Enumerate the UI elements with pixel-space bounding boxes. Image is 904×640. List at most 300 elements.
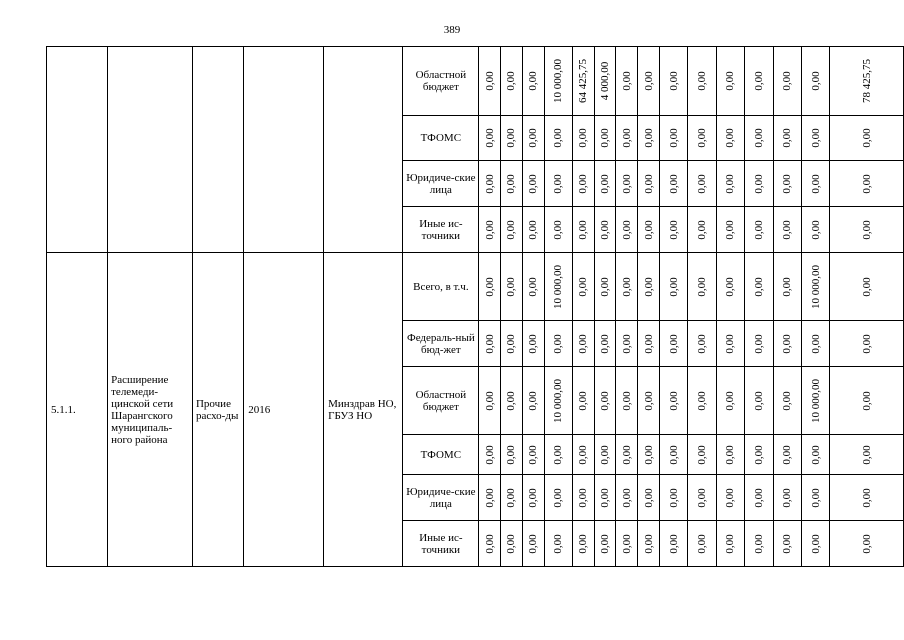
empty-executor-cell xyxy=(324,47,403,253)
value-text: 0,00 xyxy=(505,219,518,240)
value-text: 0,00 xyxy=(642,444,655,465)
budget-table xyxy=(46,46,904,567)
value-cell xyxy=(544,435,572,475)
value-cell xyxy=(745,161,773,207)
value-cell xyxy=(501,435,523,475)
value-text: 10 000,00 xyxy=(552,264,565,309)
value-cell xyxy=(660,435,688,475)
value-text: 0,00 xyxy=(599,333,612,354)
value-text: 0,00 xyxy=(809,533,822,554)
value-cell xyxy=(830,321,904,367)
value-text: 0,00 xyxy=(552,333,565,354)
value-cell xyxy=(660,116,688,161)
value-text: 0,00 xyxy=(781,173,794,194)
value-cell xyxy=(745,207,773,253)
value-cell xyxy=(773,161,801,207)
value-cell xyxy=(830,207,904,253)
value-text: 0,00 xyxy=(552,533,565,554)
value-cell xyxy=(801,367,829,435)
value-text: 0,00 xyxy=(752,128,765,148)
value-text: 0,00 xyxy=(752,533,765,554)
value-cell xyxy=(830,253,904,321)
value-cell xyxy=(716,521,744,567)
value-text: 0,00 xyxy=(483,444,496,465)
value-cell xyxy=(745,521,773,567)
value-cell xyxy=(660,367,688,435)
value-text: 0,00 xyxy=(642,219,655,240)
value-text: 0,00 xyxy=(809,444,822,465)
value-text: 78 425,75 xyxy=(860,59,873,103)
value-cell xyxy=(638,161,660,207)
value-text: 0,00 xyxy=(483,333,496,354)
value-text: 0,00 xyxy=(860,487,873,508)
value-text: 0,00 xyxy=(483,71,496,91)
value-text: 0,00 xyxy=(577,533,590,554)
value-cell xyxy=(544,321,572,367)
value-cell xyxy=(638,521,660,567)
value-text: 0,00 xyxy=(809,333,822,354)
empty-year-cell xyxy=(244,47,324,253)
value-text: 0,00 xyxy=(781,128,794,148)
value-text: 0,00 xyxy=(642,173,655,194)
page-number: 389 xyxy=(443,24,461,36)
value-text: 0,00 xyxy=(860,390,873,411)
value-text: 0,00 xyxy=(809,219,822,240)
value-text: 0,00 xyxy=(620,444,633,465)
value-cell xyxy=(522,161,544,207)
value-cell xyxy=(594,521,616,567)
value-cell xyxy=(830,475,904,521)
value-text: 0,00 xyxy=(527,390,540,411)
value-cell xyxy=(830,47,904,116)
value-cell xyxy=(522,475,544,521)
value-text: 0,00 xyxy=(620,219,633,240)
value-text: 0,00 xyxy=(505,444,518,465)
value-text: 0,00 xyxy=(724,71,737,91)
empty-type-cell xyxy=(192,47,243,253)
value-cell xyxy=(522,116,544,161)
value-cell xyxy=(594,47,616,116)
value-text: 10 000,00 xyxy=(809,264,822,309)
value-text: 0,00 xyxy=(642,333,655,354)
value-text: 0,00 xyxy=(667,173,680,194)
value-text: 0,00 xyxy=(483,173,496,194)
value-text: 0,00 xyxy=(577,487,590,508)
value-text: 4 000,00 xyxy=(599,61,612,101)
value-cell xyxy=(688,116,716,161)
value-text: 0,00 xyxy=(667,71,680,91)
value-cell xyxy=(638,321,660,367)
value-text: 0,00 xyxy=(620,276,633,297)
value-cell xyxy=(544,47,572,116)
value-cell xyxy=(501,47,523,116)
value-cell xyxy=(479,521,501,567)
value-text: 0,00 xyxy=(642,487,655,508)
value-text: 0,00 xyxy=(620,71,633,91)
value-text: 0,00 xyxy=(552,444,565,465)
value-cell xyxy=(594,207,616,253)
value-text: 0,00 xyxy=(527,276,540,297)
value-cell xyxy=(688,47,716,116)
value-text: 0,00 xyxy=(552,173,565,194)
value-cell xyxy=(830,435,904,475)
value-cell xyxy=(572,207,594,253)
value-text: 0,00 xyxy=(483,487,496,508)
value-text: 0,00 xyxy=(599,276,612,297)
value-cell xyxy=(716,47,744,116)
value-cell xyxy=(830,116,904,161)
value-cell xyxy=(801,435,829,475)
value-cell xyxy=(716,321,744,367)
value-cell xyxy=(688,475,716,521)
value-cell xyxy=(544,521,572,567)
value-cell xyxy=(660,207,688,253)
value-cell xyxy=(638,116,660,161)
value-cell xyxy=(773,253,801,321)
value-cell xyxy=(616,47,638,116)
value-text: 0,00 xyxy=(752,333,765,354)
value-cell xyxy=(773,475,801,521)
value-text: 0,00 xyxy=(860,533,873,554)
value-cell xyxy=(479,207,501,253)
value-cell xyxy=(501,321,523,367)
value-text: 0,00 xyxy=(483,276,496,297)
value-cell xyxy=(522,207,544,253)
value-cell xyxy=(688,367,716,435)
value-cell xyxy=(616,207,638,253)
value-cell xyxy=(544,161,572,207)
item-year: 2016 xyxy=(244,253,324,567)
value-text: 0,00 xyxy=(781,333,794,354)
value-text: 0,00 xyxy=(860,219,873,240)
value-text: 10 000,00 xyxy=(552,378,565,423)
value-text: 0,00 xyxy=(724,333,737,354)
value-cell xyxy=(801,161,829,207)
value-text: 0,00 xyxy=(599,487,612,508)
value-cell xyxy=(688,253,716,321)
value-text: 0,00 xyxy=(577,128,590,148)
funding-source-cell: Иные ис-точники xyxy=(403,521,479,567)
value-text: 0,00 xyxy=(724,173,737,194)
value-cell xyxy=(773,521,801,567)
value-cell xyxy=(801,47,829,116)
value-cell xyxy=(745,475,773,521)
value-text: 0,00 xyxy=(483,128,496,148)
value-cell xyxy=(688,521,716,567)
value-cell xyxy=(572,116,594,161)
value-text: 0,00 xyxy=(724,444,737,465)
value-text: 0,00 xyxy=(752,173,765,194)
value-text: 10 000,00 xyxy=(552,59,565,103)
value-text: 0,00 xyxy=(527,487,540,508)
value-text: 0,00 xyxy=(696,128,709,148)
value-cell xyxy=(572,321,594,367)
value-cell xyxy=(572,47,594,116)
value-text: 0,00 xyxy=(599,390,612,411)
value-text: 0,00 xyxy=(642,276,655,297)
value-cell xyxy=(501,521,523,567)
value-cell xyxy=(594,253,616,321)
value-cell xyxy=(572,161,594,207)
value-cell xyxy=(479,253,501,321)
value-cell xyxy=(522,47,544,116)
value-text: 0,00 xyxy=(696,333,709,354)
value-cell xyxy=(479,367,501,435)
value-text: 0,00 xyxy=(667,444,680,465)
value-text: 0,00 xyxy=(552,128,565,148)
value-text: 0,00 xyxy=(483,533,496,554)
value-text: 0,00 xyxy=(696,444,709,465)
funding-source-cell: Федераль-ный бюд-жет xyxy=(403,321,479,367)
value-cell xyxy=(660,47,688,116)
value-cell xyxy=(688,161,716,207)
value-text: 0,00 xyxy=(860,333,873,354)
value-cell xyxy=(660,253,688,321)
value-text: 0,00 xyxy=(527,173,540,194)
value-cell xyxy=(572,435,594,475)
value-cell xyxy=(745,47,773,116)
value-text: 0,00 xyxy=(505,173,518,194)
value-cell xyxy=(544,207,572,253)
value-text: 0,00 xyxy=(599,219,612,240)
value-cell xyxy=(830,161,904,207)
value-cell xyxy=(479,475,501,521)
value-text: 0,00 xyxy=(483,219,496,240)
value-text: 0,00 xyxy=(860,173,873,194)
value-text: 0,00 xyxy=(696,173,709,194)
value-text: 0,00 xyxy=(577,333,590,354)
value-text: 0,00 xyxy=(724,533,737,554)
value-cell xyxy=(745,253,773,321)
value-text: 0,00 xyxy=(620,533,633,554)
value-cell xyxy=(773,47,801,116)
value-text: 0,00 xyxy=(860,444,873,465)
value-cell xyxy=(688,435,716,475)
value-cell xyxy=(544,475,572,521)
value-text: 0,00 xyxy=(642,533,655,554)
value-text: 0,00 xyxy=(527,333,540,354)
value-text: 0,00 xyxy=(667,219,680,240)
value-text: 0,00 xyxy=(752,487,765,508)
value-text: 0,00 xyxy=(724,390,737,411)
value-cell xyxy=(479,47,501,116)
value-text: 0,00 xyxy=(860,276,873,297)
value-cell xyxy=(594,435,616,475)
value-cell xyxy=(616,435,638,475)
value-text: 0,00 xyxy=(620,128,633,148)
value-text: 0,00 xyxy=(696,390,709,411)
table-row xyxy=(47,47,904,116)
value-text: 0,00 xyxy=(552,487,565,508)
value-cell xyxy=(616,321,638,367)
value-text: 10 000,00 xyxy=(809,378,822,423)
value-text: 0,00 xyxy=(781,219,794,240)
value-cell xyxy=(544,367,572,435)
value-text: 0,00 xyxy=(667,128,680,148)
value-cell xyxy=(594,367,616,435)
value-text: 0,00 xyxy=(577,173,590,194)
value-text: 0,00 xyxy=(620,333,633,354)
funding-source-cell: Иные ис-точники xyxy=(403,207,479,253)
value-text: 0,00 xyxy=(527,128,540,148)
value-cell xyxy=(638,253,660,321)
value-text: 0,00 xyxy=(505,128,518,148)
value-text: 0,00 xyxy=(483,390,496,411)
value-text: 0,00 xyxy=(667,533,680,554)
value-cell xyxy=(522,321,544,367)
value-text: 0,00 xyxy=(505,487,518,508)
value-text: 0,00 xyxy=(505,390,518,411)
value-text: 0,00 xyxy=(809,71,822,91)
value-cell xyxy=(501,161,523,207)
funding-source-cell: Областной бюджет xyxy=(403,47,479,116)
value-cell xyxy=(479,321,501,367)
value-cell xyxy=(616,161,638,207)
value-cell xyxy=(572,367,594,435)
value-cell xyxy=(616,116,638,161)
value-cell xyxy=(572,521,594,567)
value-text: 0,00 xyxy=(724,128,737,148)
value-text: 0,00 xyxy=(527,533,540,554)
value-cell xyxy=(745,321,773,367)
value-cell xyxy=(572,253,594,321)
value-text: 0,00 xyxy=(809,173,822,194)
value-cell xyxy=(688,321,716,367)
value-cell xyxy=(522,253,544,321)
funding-source-cell: Всего, в т.ч. xyxy=(403,253,479,321)
value-cell xyxy=(594,161,616,207)
value-cell xyxy=(501,253,523,321)
value-text: 0,00 xyxy=(577,390,590,411)
value-cell xyxy=(745,435,773,475)
value-text: 0,00 xyxy=(577,276,590,297)
value-cell xyxy=(479,161,501,207)
value-cell xyxy=(544,116,572,161)
value-text: 0,00 xyxy=(577,219,590,240)
expense-type: Прочие расхо-ды xyxy=(192,253,243,567)
value-cell xyxy=(801,475,829,521)
empty-name-cell xyxy=(108,47,193,253)
value-text: 0,00 xyxy=(724,276,737,297)
value-text: 0,00 xyxy=(781,276,794,297)
value-text: 0,00 xyxy=(620,173,633,194)
value-cell xyxy=(501,475,523,521)
value-text: 0,00 xyxy=(724,487,737,508)
value-text: 0,00 xyxy=(667,333,680,354)
value-text: 0,00 xyxy=(752,444,765,465)
value-cell xyxy=(594,475,616,521)
value-text: 0,00 xyxy=(599,444,612,465)
value-text: 0,00 xyxy=(696,71,709,91)
value-cell xyxy=(638,475,660,521)
value-text: 0,00 xyxy=(781,71,794,91)
value-text: 0,00 xyxy=(667,487,680,508)
item-executor: Минздрав НО, ГБУЗ НО xyxy=(324,253,403,567)
value-cell xyxy=(501,207,523,253)
value-cell xyxy=(801,321,829,367)
value-cell xyxy=(688,207,716,253)
value-cell xyxy=(660,321,688,367)
value-cell xyxy=(638,207,660,253)
value-cell xyxy=(616,253,638,321)
funding-source-cell: Юридиче-ские лица xyxy=(403,475,479,521)
value-cell xyxy=(638,367,660,435)
value-text: 0,00 xyxy=(752,390,765,411)
value-text: 0,00 xyxy=(505,533,518,554)
value-text: 0,00 xyxy=(620,487,633,508)
value-cell xyxy=(660,475,688,521)
funding-source-cell: ТФОМС xyxy=(403,435,479,475)
value-cell xyxy=(594,321,616,367)
value-text: 0,00 xyxy=(781,533,794,554)
value-text: 0,00 xyxy=(527,71,540,91)
value-text: 0,00 xyxy=(696,487,709,508)
value-cell xyxy=(716,116,744,161)
value-cell xyxy=(716,161,744,207)
value-cell xyxy=(801,116,829,161)
item-number: 5.1.1. xyxy=(47,253,108,567)
value-cell xyxy=(660,161,688,207)
table-row xyxy=(47,253,904,321)
value-text: 0,00 xyxy=(809,128,822,148)
value-cell xyxy=(773,321,801,367)
value-text: 0,00 xyxy=(552,219,565,240)
empty-number-cell xyxy=(47,47,108,253)
value-text: 0,00 xyxy=(642,128,655,148)
value-text: 0,00 xyxy=(599,533,612,554)
value-text: 0,00 xyxy=(599,173,612,194)
value-text: 0,00 xyxy=(781,444,794,465)
value-cell xyxy=(638,435,660,475)
value-cell xyxy=(501,116,523,161)
value-text: 0,00 xyxy=(781,487,794,508)
value-text: 0,00 xyxy=(667,390,680,411)
value-cell xyxy=(501,367,523,435)
value-cell xyxy=(773,367,801,435)
value-cell xyxy=(660,521,688,567)
value-text: 0,00 xyxy=(527,219,540,240)
value-cell xyxy=(572,475,594,521)
value-cell xyxy=(830,521,904,567)
value-text: 0,00 xyxy=(696,219,709,240)
funding-source-cell: Юридиче-ские лица xyxy=(403,161,479,207)
value-text: 0,00 xyxy=(752,276,765,297)
item-name: Расширение телемеди-цинской сети Шарангского муниципаль-ного района xyxy=(108,253,193,567)
value-text: 0,00 xyxy=(781,390,794,411)
value-text: 0,00 xyxy=(527,444,540,465)
value-cell xyxy=(745,367,773,435)
value-cell xyxy=(716,207,744,253)
value-text: 0,00 xyxy=(505,71,518,91)
value-cell xyxy=(801,521,829,567)
value-cell xyxy=(801,207,829,253)
value-text: 0,00 xyxy=(577,444,590,465)
value-text: 0,00 xyxy=(505,333,518,354)
value-cell xyxy=(616,367,638,435)
value-text: 0,00 xyxy=(696,533,709,554)
value-text: 0,00 xyxy=(752,71,765,91)
value-cell xyxy=(773,435,801,475)
value-text: 0,00 xyxy=(505,276,518,297)
value-cell xyxy=(716,475,744,521)
value-cell xyxy=(594,116,616,161)
value-cell xyxy=(522,435,544,475)
value-cell xyxy=(522,521,544,567)
value-cell xyxy=(773,116,801,161)
value-text: 0,00 xyxy=(696,276,709,297)
value-text: 64 425,75 xyxy=(577,59,590,103)
value-cell xyxy=(716,253,744,321)
